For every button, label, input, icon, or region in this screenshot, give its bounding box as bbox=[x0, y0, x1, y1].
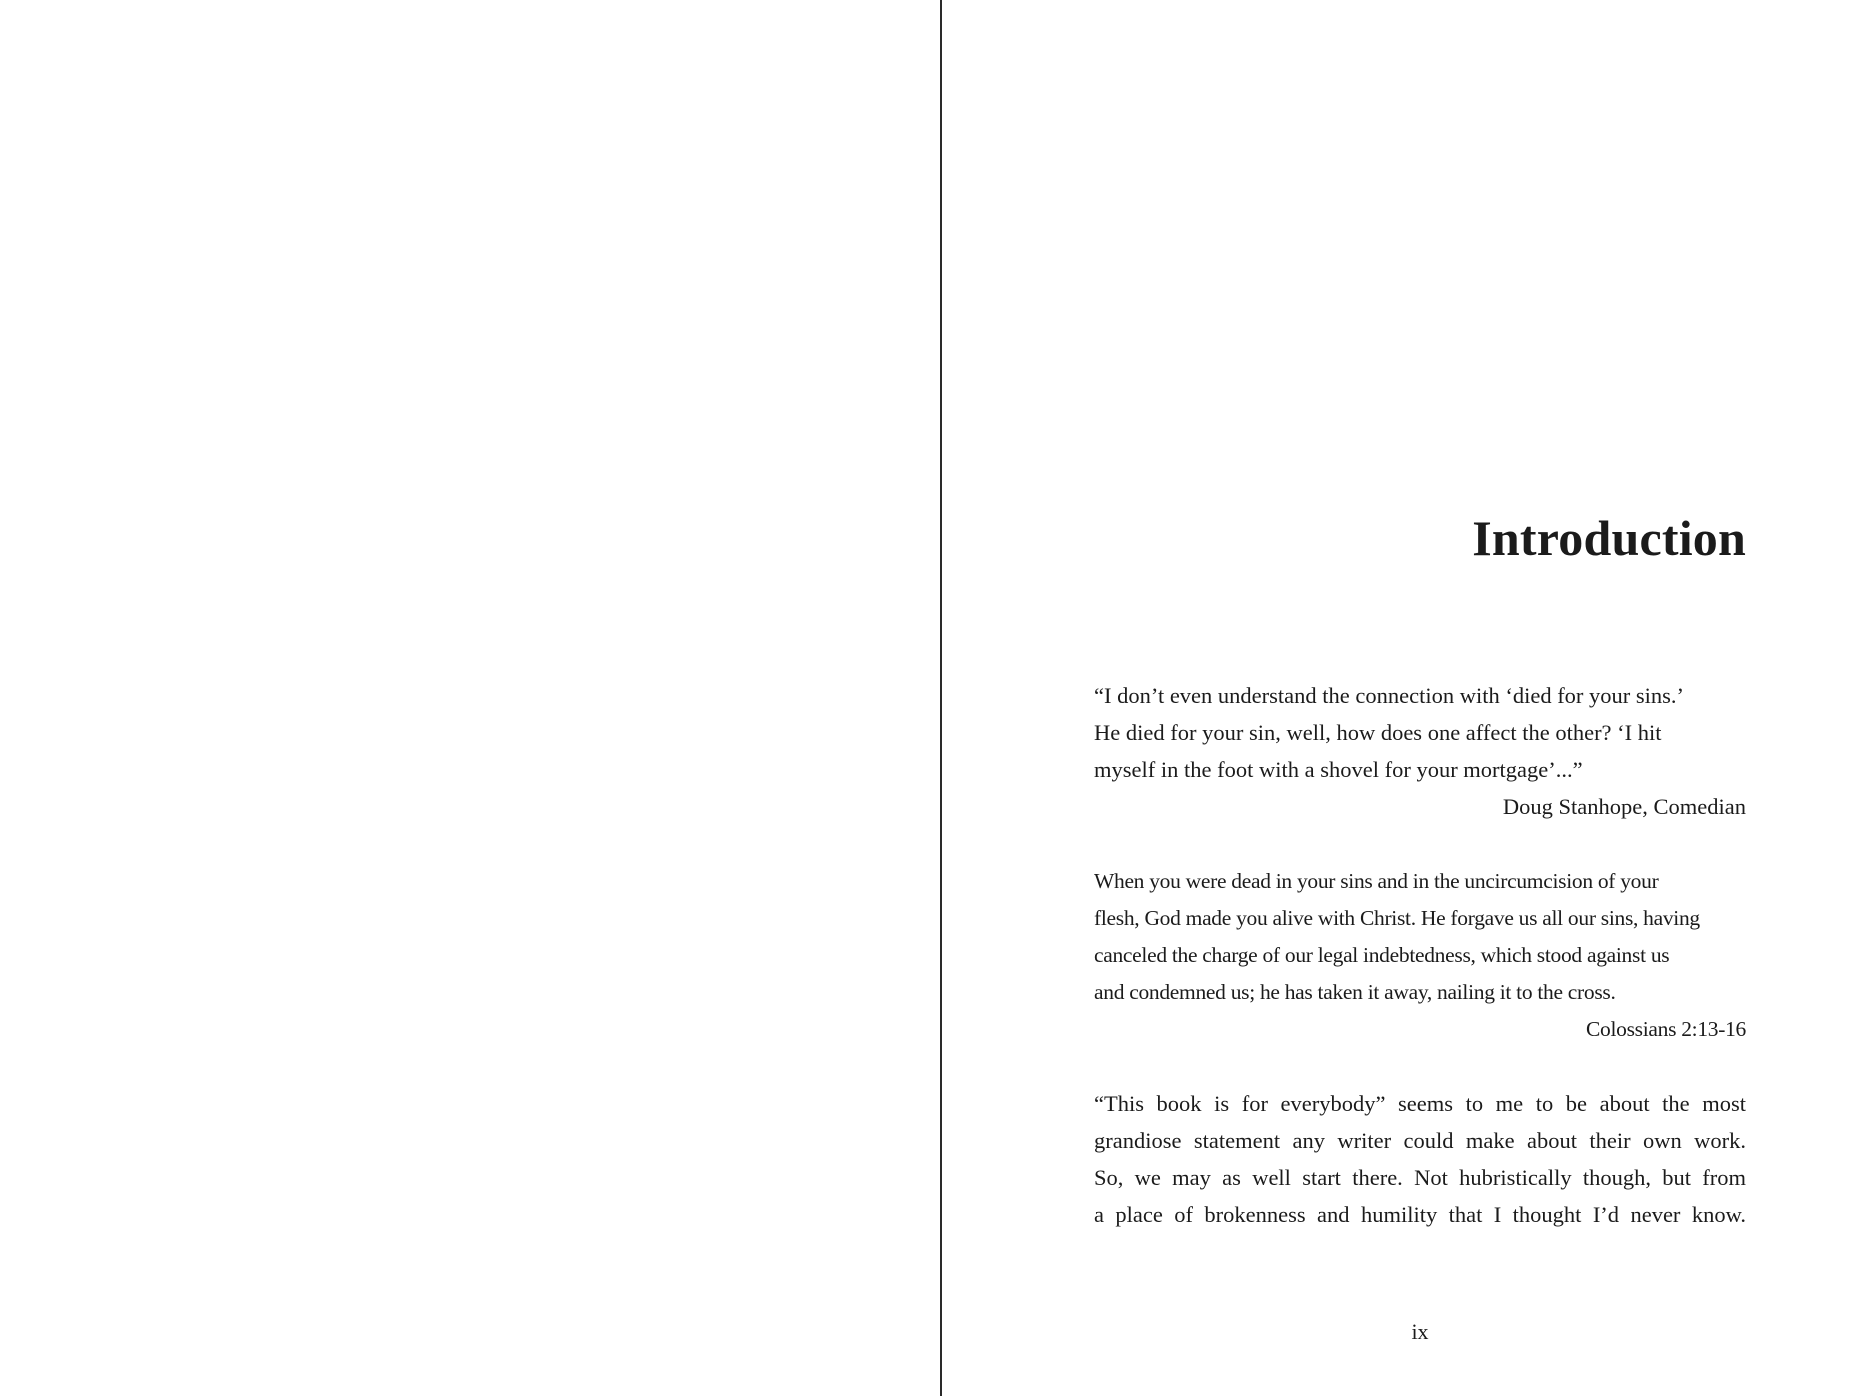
epigraph-attribution: Doug Stanhope, Comedian bbox=[1502, 794, 1746, 819]
epigraph-quote bbox=[1094, 677, 1746, 788]
epigraph-attribution: Colossians 2:13-16 bbox=[1585, 1017, 1746, 1041]
epigraph-colossians bbox=[1094, 863, 1746, 1048]
body-line: “This book is for everybody” seems to me to be about the most bbox=[1094, 1091, 1746, 1116]
epigraph-line: canceled the charge of our legal indebtedness, which stood against us bbox=[1094, 943, 1670, 967]
body-line: a place of brokenness and humility that I thought I’d never know. bbox=[1094, 1202, 1746, 1227]
epigraph-line: He died for your sin, well, how does one affect the other? ‘I hit bbox=[1094, 720, 1662, 745]
epigraph-line: myself in the foot with a shovel for your mortgage’...” bbox=[1094, 757, 1583, 782]
chapter-title: Introduction bbox=[1472, 510, 1746, 566]
right-page bbox=[942, 0, 1862, 1396]
body-paragraph bbox=[1094, 1085, 1746, 1233]
body-line: So, we may as well start there. Not hubristically though, but from bbox=[1094, 1165, 1746, 1190]
epigraph-quote bbox=[1094, 863, 1746, 1011]
page-number: ix bbox=[1411, 1319, 1429, 1344]
epigraph-line: and condemned us; he has taken it away, nailing it to the cross. bbox=[1094, 980, 1616, 1004]
epigraph-stanhope bbox=[1094, 677, 1746, 825]
epigraph-line: When you were dead in your sins and in the uncircumcision of your bbox=[1094, 869, 1659, 893]
epigraph-line: flesh, God made you alive with Christ. He forgave us all our sins, having bbox=[1094, 906, 1700, 930]
paragraph bbox=[1094, 1085, 1746, 1233]
body-line: grandiose statement any writer could make about their own work. bbox=[1094, 1128, 1746, 1153]
epigraph-line: “I don’t even understand the connection with ‘died for your sins.’ bbox=[1094, 683, 1685, 708]
